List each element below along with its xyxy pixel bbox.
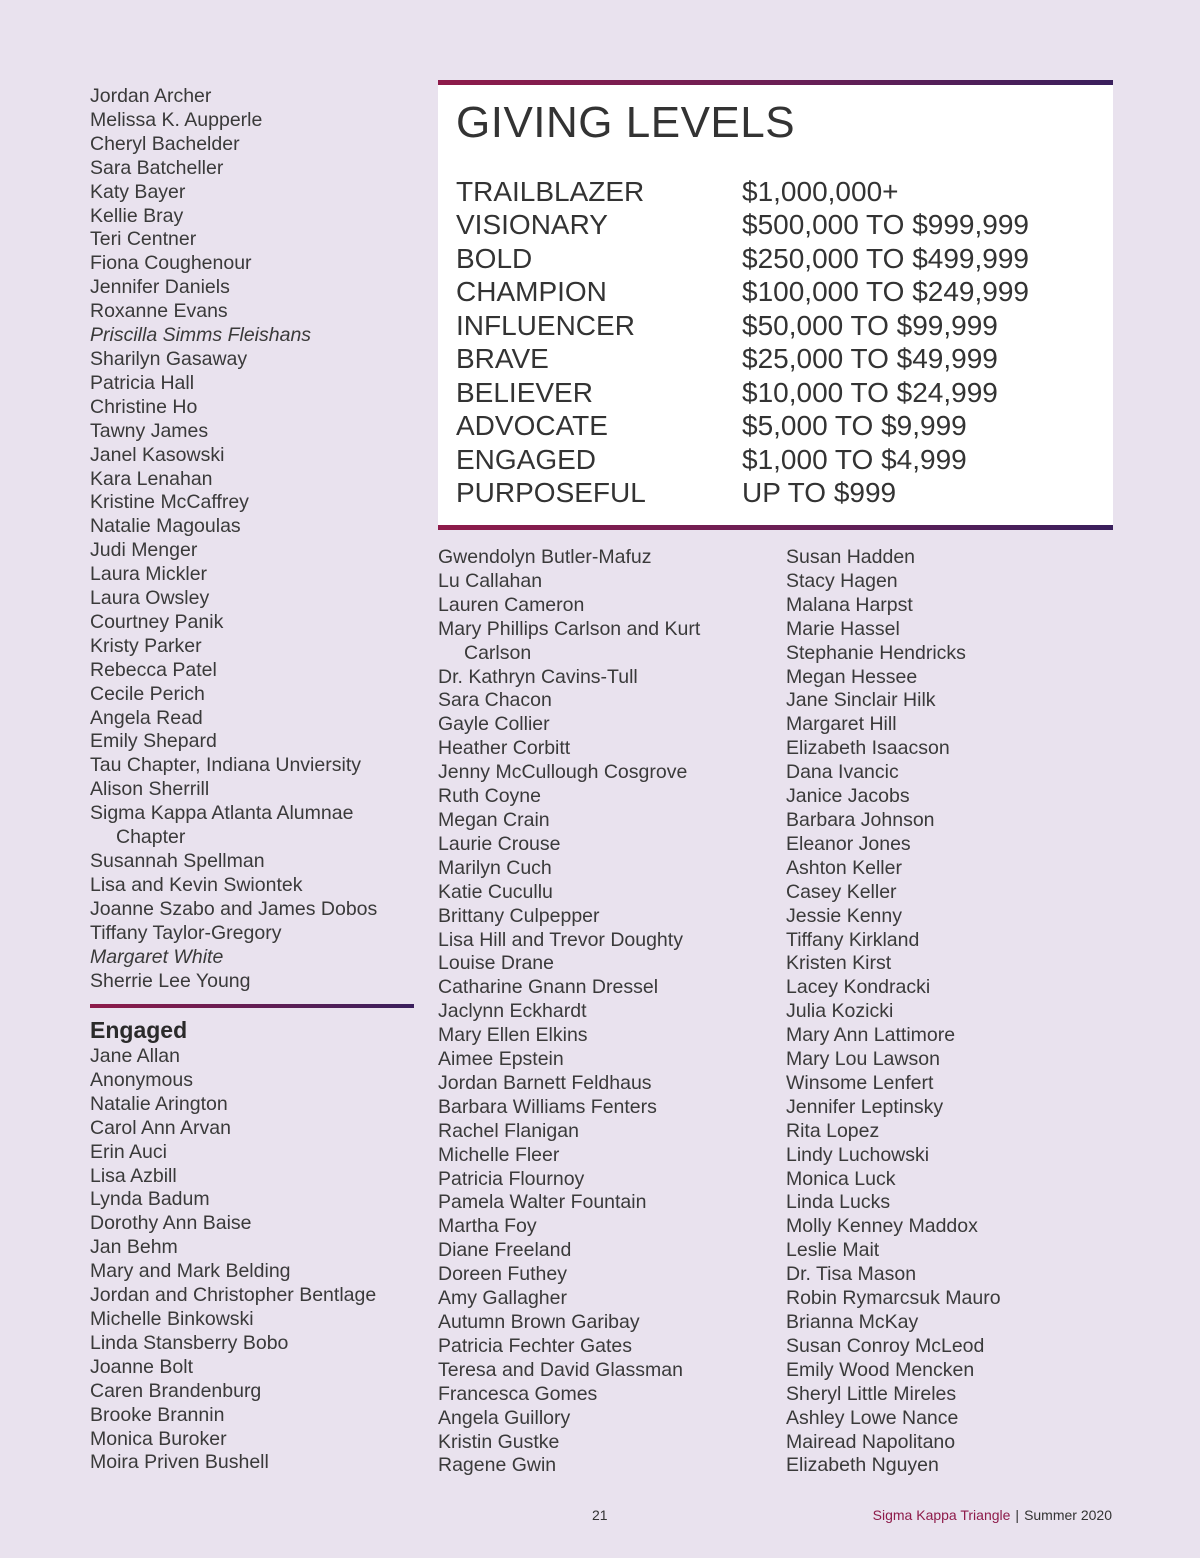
donor-name: Ashton Keller — [786, 856, 902, 879]
giving-level-amount: $5,000 TO $9,999 — [742, 410, 967, 442]
donor-name: Francesca Gomes — [438, 1382, 598, 1405]
donor-name: Autumn Brown Garibay — [438, 1311, 640, 1333]
donor-name: Mary Lou Lawson — [786, 1048, 940, 1071]
donor-name: Tawny James — [90, 419, 209, 442]
donor-name: Tau Chapter, Indiana Unviersity — [90, 754, 361, 777]
donor-name: Emily Shepard — [90, 730, 217, 753]
giving-level-amount: $500,000 TO $999,999 — [742, 209, 1029, 241]
donor-name: Jordan Barnett Feldhaus — [438, 1071, 652, 1094]
giving-level-amount: $50,000 TO $99,999 — [742, 309, 998, 341]
donor-name: Janel Kasowski — [90, 443, 225, 466]
footer-publication — [873, 1507, 1112, 1523]
donor-list-engaged — [90, 1045, 420, 1475]
giving-level-row — [456, 309, 1096, 343]
donor-name: Roxanne Evans — [90, 300, 228, 323]
giving-level-row — [456, 376, 1096, 410]
donor-name: Tiffany Kirkland — [786, 928, 920, 951]
donor-name: Diane Freeland — [438, 1239, 572, 1262]
giving-levels-title: GIVING LEVELS — [456, 98, 796, 147]
giving-level-name: BOLD — [456, 242, 533, 274]
donor-name: Susan Hadden — [786, 546, 916, 568]
donor-name: Lauren Cameron — [438, 593, 585, 616]
donor-name: Susannah Spellman — [90, 850, 265, 872]
donor-name: Sherrie Lee Young — [90, 969, 251, 992]
donor-name: Kristy Parker — [90, 634, 202, 657]
donor-name: Jordan and Christopher Bentlage — [90, 1284, 377, 1307]
donor-name: Patricia Flournoy — [438, 1167, 585, 1190]
giving-level-row — [456, 276, 1096, 310]
giving-levels-box — [438, 80, 1113, 530]
donor-name: Brianna McKay — [786, 1311, 919, 1333]
donor-name: Megan Hessee — [786, 665, 918, 688]
donor-name: Joanne Szabo and James Dobos — [90, 897, 378, 920]
donor-name: Julia Kozicki — [786, 1000, 894, 1023]
giving-level-row — [456, 209, 1096, 243]
donor-name: Jennifer Daniels — [90, 276, 230, 299]
donor-name: Rebecca Patel — [90, 658, 217, 681]
donor-name: Jennifer Leptinsky — [786, 1095, 944, 1118]
donor-name: Moira Priven Bushell — [90, 1451, 269, 1474]
footer-separator: | — [1015, 1507, 1020, 1523]
donor-name: Natalie Magoulas — [90, 515, 241, 538]
donor-name: Elizabeth Nguyen — [786, 1454, 939, 1477]
donor-name: Sheryl Little Mireles — [786, 1382, 957, 1405]
donor-name: Ashley Lowe Nance — [786, 1406, 959, 1429]
giving-level-amount: $1,000,000+ — [742, 175, 899, 207]
giving-level-row — [456, 242, 1096, 276]
page-number: 21 — [592, 1507, 608, 1523]
donor-name: Ruth Coyne — [438, 785, 541, 808]
donor-name: Casey Keller — [786, 880, 897, 903]
donor-name: Leslie Mait — [786, 1239, 880, 1262]
issue-date: Summer 2020 — [1024, 1507, 1112, 1523]
donor-name: Marie Hassel — [786, 617, 900, 640]
donor-name: Sara Chacon — [438, 689, 552, 712]
donor-name: Doreen Futhey — [438, 1263, 567, 1286]
donor-name: Dr. Kathryn Cavins-Tull — [438, 665, 638, 688]
giving-level-amount: $250,000 TO $499,999 — [742, 242, 1029, 274]
donor-list-middle — [438, 546, 768, 1478]
donor-name: Gwendolyn Butler-Mafuz — [438, 546, 652, 568]
donor-name: Mary Ellen Elkins — [438, 1024, 588, 1047]
donor-name: Monica Buroker — [90, 1427, 227, 1450]
donor-name: Susan Conroy McLeod — [786, 1334, 985, 1357]
donor-name: Stephanie Hendricks — [786, 641, 966, 664]
donor-name: Cecile Perich — [90, 682, 205, 705]
giving-levels-table — [456, 175, 1096, 510]
donor-name: Mairead Napolitano — [786, 1430, 956, 1453]
donor-name: Jane Allan — [90, 1045, 180, 1067]
donor-name: Melissa K. Aupperle — [90, 108, 263, 131]
donor-name: Lacey Kondracki — [786, 976, 931, 999]
donor-name: Natalie Arington — [90, 1092, 228, 1115]
donor-name: Megan Crain — [438, 808, 550, 831]
donor-name: Erin Auci — [90, 1140, 167, 1163]
donor-name: Angela Guillory — [438, 1406, 571, 1429]
giving-level-row — [456, 343, 1096, 377]
donor-name: Jan Behm — [90, 1236, 178, 1259]
donor-name: Martha Foy — [438, 1215, 537, 1238]
donor-name: Rachel Flanigan — [438, 1119, 579, 1142]
giving-box-top-bar — [438, 80, 1113, 85]
donor-name: Angela Read — [90, 706, 203, 729]
donor-name: Jaclynn Eckhardt — [438, 1000, 587, 1023]
donor-name: Margaret White — [90, 945, 224, 968]
giving-box-bottom-bar — [438, 525, 1113, 530]
donor-name: Barbara Williams Fenters — [438, 1095, 657, 1118]
donor-name: Laurie Crouse — [438, 832, 561, 855]
donor-name: Janice Jacobs — [786, 785, 910, 808]
giving-level-amount: UP TO $999 — [742, 477, 897, 509]
donor-name: Robin Rymarcsuk Mauro — [786, 1287, 1001, 1310]
donor-name: Kristen Kirst — [786, 952, 892, 975]
giving-level-name: ENGAGED — [456, 443, 597, 475]
donor-name: Lindy Luchowski — [786, 1143, 930, 1166]
donor-name: Emily Wood Mencken — [786, 1358, 975, 1381]
donor-name: Christine Ho — [90, 395, 198, 418]
donor-name: Sigma Kappa Atlanta Alumnae — [90, 802, 354, 825]
donor-name: Judi Menger — [90, 539, 198, 562]
donor-name: Mary Ann Lattimore — [786, 1024, 956, 1047]
donor-name: Barbara Johnson — [786, 808, 935, 831]
donor-name: Sharilyn Gasaway — [90, 347, 248, 370]
donor-list-right — [786, 546, 1116, 1478]
donor-name: Elizabeth Isaacson — [786, 737, 950, 760]
donor-name: Linda Stansberry Bobo — [90, 1331, 289, 1354]
giving-level-row — [456, 443, 1096, 477]
donor-name: Brittany Culpepper — [438, 904, 600, 927]
donor-name: Katy Bayer — [90, 180, 186, 203]
section-divider — [90, 1004, 414, 1008]
donor-name: Teri Centner — [90, 228, 197, 251]
giving-level-name: BELIEVER — [456, 376, 593, 408]
donor-name: Marilyn Cuch — [438, 856, 552, 879]
donor-name: Patricia Fechter Gates — [438, 1334, 632, 1357]
donor-name: Cheryl Bachelder — [90, 132, 240, 155]
donor-name: Caren Brandenburg — [90, 1379, 262, 1402]
donor-name: Eleanor Jones — [786, 832, 911, 855]
donor-name: Brooke Brannin — [90, 1403, 225, 1426]
donor-name: Courtney Panik — [90, 610, 224, 633]
donor-name: Pamela Walter Fountain — [438, 1191, 647, 1214]
donor-name: Dana Ivancic — [786, 761, 899, 784]
donor-name: Malana Harpst — [786, 593, 913, 616]
donor-name: Kristine McCaffrey — [90, 491, 249, 514]
donor-name-continuation: Chapter — [116, 826, 186, 849]
giving-level-name: ADVOCATE — [456, 410, 608, 442]
donor-name: Gayle Collier — [438, 713, 550, 736]
donor-name: Catharine Gnann Dressel — [438, 976, 659, 999]
donor-name: Michelle Binkowski — [90, 1307, 254, 1330]
donor-name: Mary Phillips Carlson and Kurt — [438, 617, 701, 640]
donor-name: Alison Sherrill — [90, 778, 210, 801]
donor-name: Jenny McCullough Cosgrove — [438, 761, 688, 784]
donor-name: Amy Gallagher — [438, 1287, 567, 1310]
donor-name: Rita Lopez — [786, 1119, 880, 1142]
donor-name: Linda Lucks — [786, 1191, 891, 1214]
donor-name: Kara Lenahan — [90, 467, 213, 490]
donor-name: Jane Sinclair Hilk — [786, 689, 936, 712]
giving-level-amount: $25,000 TO $49,999 — [742, 343, 998, 375]
giving-level-name: INFLUENCER — [456, 309, 635, 341]
donor-name: Patricia Hall — [90, 371, 195, 394]
giving-level-amount: $1,000 TO $4,999 — [742, 443, 967, 475]
giving-level-name: BRAVE — [456, 343, 549, 375]
giving-level-name: PURPOSEFUL — [456, 477, 646, 509]
donor-name: Tiffany Taylor-Gregory — [90, 921, 282, 944]
donor-name: Teresa and David Glassman — [438, 1358, 683, 1381]
giving-level-name: TRAILBLAZER — [456, 175, 645, 207]
donor-name: Monica Luck — [786, 1167, 896, 1190]
donor-name: Dorothy Ann Baise — [90, 1212, 252, 1235]
donor-name: Kellie Bray — [90, 204, 184, 227]
donor-name: Mary and Mark Belding — [90, 1260, 291, 1283]
donor-name: Dr. Tisa Mason — [786, 1263, 917, 1286]
donor-list-left-top — [90, 85, 420, 993]
publication-name: Sigma Kappa Triangle — [872, 1507, 1011, 1523]
engaged-heading: Engaged — [90, 1017, 188, 1043]
donor-name: Aimee Epstein — [438, 1048, 564, 1071]
donor-name-continuation: Carlson — [464, 641, 532, 664]
donor-name: Sara Batcheller — [90, 156, 224, 179]
giving-level-name: CHAMPION — [456, 276, 607, 308]
donor-name: Joanne Bolt — [90, 1355, 193, 1378]
donor-name: Jordan Archer — [90, 85, 212, 107]
donor-name: Priscilla Simms Fleishans — [90, 324, 312, 347]
donor-name: Anonymous — [90, 1068, 193, 1091]
donor-name: Stacy Hagen — [786, 569, 898, 592]
donor-name: Ragene Gwin — [438, 1454, 557, 1477]
giving-level-amount: $10,000 TO $24,999 — [742, 376, 998, 408]
giving-level-name: VISIONARY — [456, 209, 608, 241]
giving-level-amount: $100,000 TO $249,999 — [742, 276, 1029, 308]
donor-name: Fiona Coughenour — [90, 252, 252, 275]
donor-name: Lisa Azbill — [90, 1164, 177, 1187]
donor-name: Jessie Kenny — [786, 904, 902, 927]
giving-level-row — [456, 477, 1096, 511]
donor-name: Louise Drane — [438, 952, 554, 975]
donor-name: Winsome Lenfert — [786, 1071, 934, 1094]
donor-name: Katie Cucullu — [438, 880, 553, 903]
donor-name: Carol Ann Arvan — [90, 1116, 231, 1139]
donor-name: Lisa Hill and Trevor Doughty — [438, 928, 683, 951]
donor-name: Laura Owsley — [90, 587, 210, 610]
giving-level-row — [456, 410, 1096, 444]
donor-name: Kristin Gustke — [438, 1430, 560, 1453]
donor-name: Lisa and Kevin Swiontek — [90, 873, 303, 896]
donor-name: Margaret Hill — [786, 713, 897, 736]
donor-name: Laura Mickler — [90, 563, 208, 586]
donor-name: Lu Callahan — [438, 569, 543, 592]
donor-name: Heather Corbitt — [438, 737, 571, 760]
giving-level-row — [456, 175, 1096, 209]
donor-name: Lynda Badum — [90, 1188, 210, 1211]
donor-name: Molly Kenney Maddox — [786, 1215, 978, 1238]
donor-name: Michelle Fleer — [438, 1143, 560, 1166]
